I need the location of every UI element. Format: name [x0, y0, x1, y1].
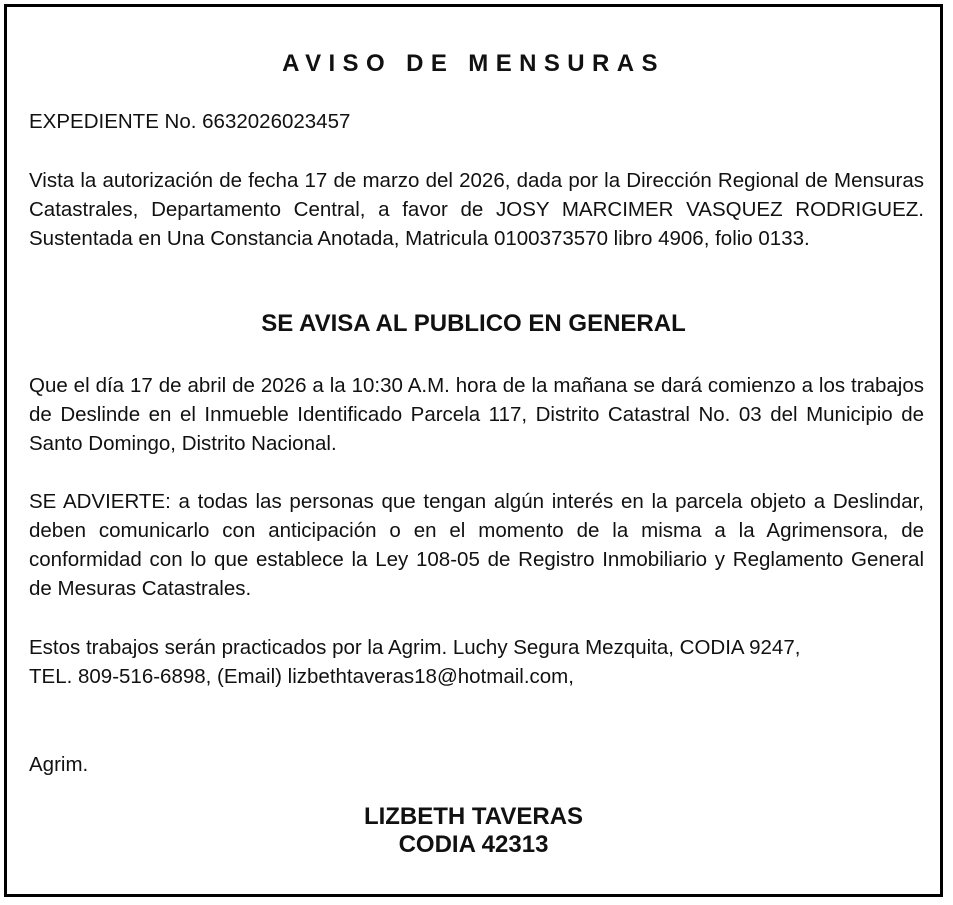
closing-prefix: Agrim.: [29, 753, 89, 776]
signature-name: LIZBETH TAVERAS: [363, 803, 584, 830]
notice-box: [4, 4, 943, 897]
public-notice-heading: SE AVISA AL PUBLICO EN GENERAL: [261, 310, 686, 337]
authorization-paragraph: Vista la autorización de fecha 17 de marzo del 2026, dada por la Dirección Regional de Mensuras Catastrales, Departamento Central, a favor de JOSY MARCIMER VASQUEZ RODRIGUEZ. Sustentada en Una Constancia Anotada, Matricula 0100373570 libro 4906, folio 0133.: [29, 169, 924, 250]
surveyor-line: Estos trabajos serán practicados por la Agrim. Luchy Segura Mezquita, CODIA 9247,: [29, 636, 801, 659]
surveyor-contact-paragraph: [29, 633, 924, 691]
warning-paragraph: SE ADVIERTE: a todas las personas que tengan algún interés en la parcela objeto a Deslindar, deben comunicarlo con anticipación o en el momento de la misma a la Agrimensora, de conformidad con lo que establece la Ley 108-05 de Registro Inmobiliario y Reglamento General de Mesuras Catastrales.: [29, 490, 924, 600]
signature-codia: CODIA 42313: [398, 831, 549, 858]
contact-line: TEL. 809-516-6898, (Email) lizbethtaveras18@hotmail.com,: [29, 665, 574, 688]
notice-title: AVISO DE MENSURAS: [282, 50, 665, 77]
survey-date-paragraph: Que el día 17 de abril de 2026 a la 10:30 A.M. hora de la mañana se dará comienzo a los trabajos de Deslinde en el Inmueble Identificado Parcela 117, Distrito Catastral No. 03 del Municipio de Santo Domingo, Distrito Nacional.: [29, 374, 924, 455]
expediente-number: EXPEDIENTE No. 6632026023457: [29, 110, 351, 133]
